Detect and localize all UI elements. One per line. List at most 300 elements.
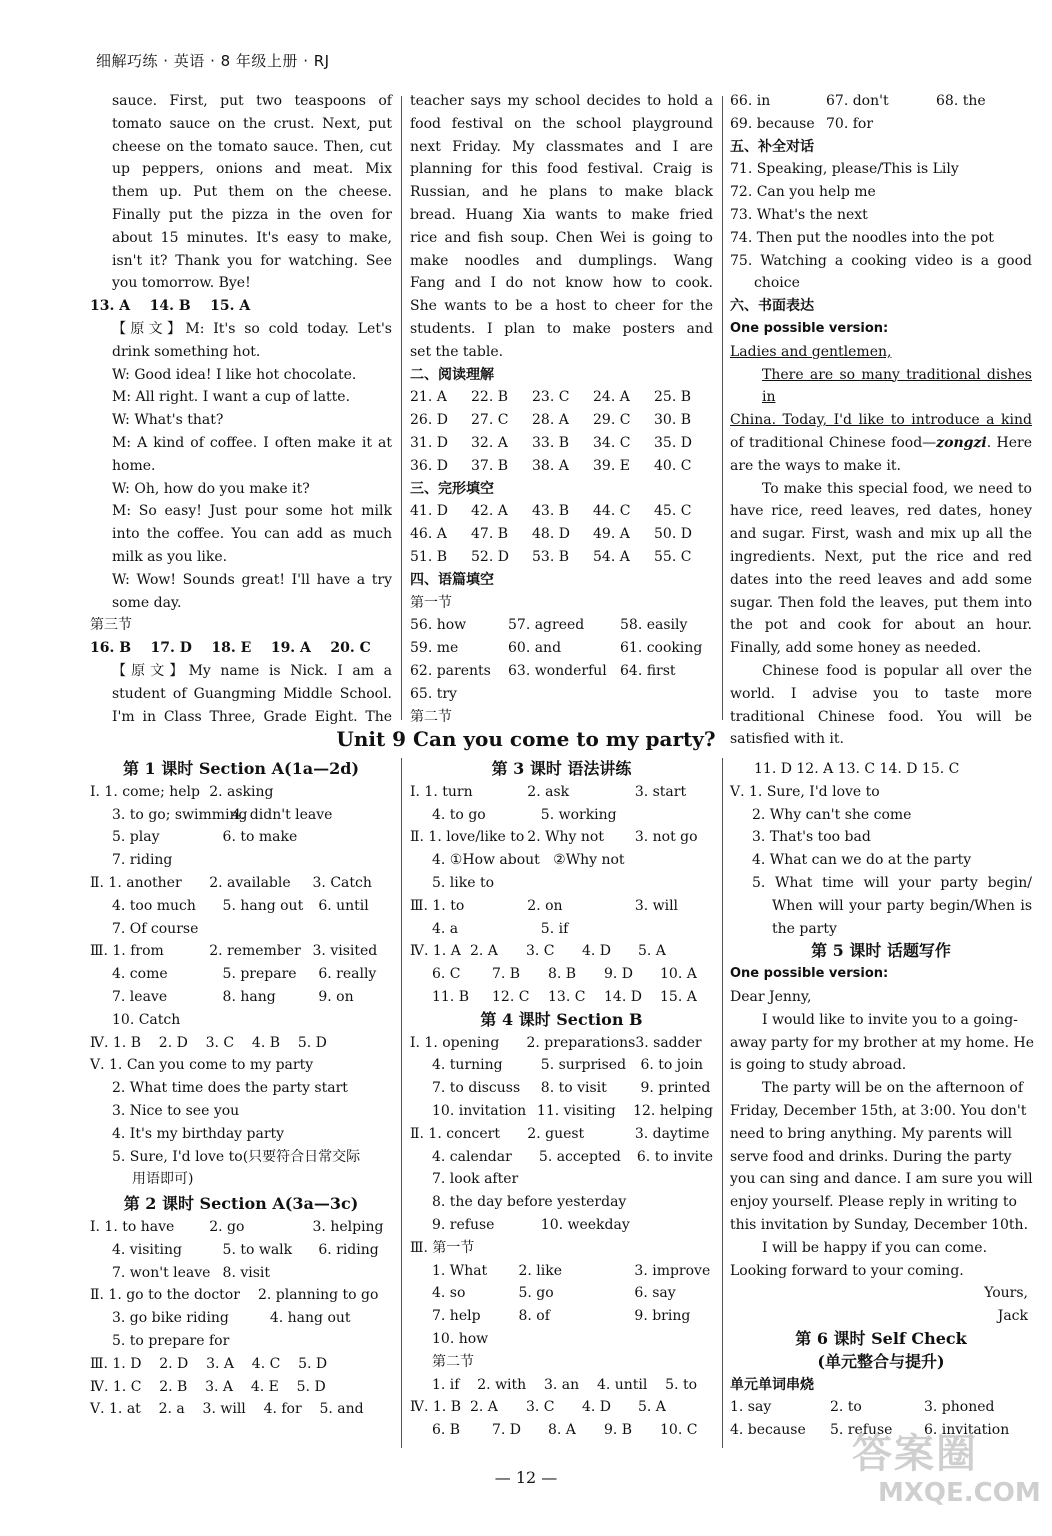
answer-row xyxy=(90,918,392,941)
text-line: and sugar. First, wash and mix up all the xyxy=(730,526,1032,543)
answer-cell: 2. like xyxy=(518,1262,562,1279)
answer-cell: 25. B xyxy=(654,389,692,406)
answer-row xyxy=(410,1123,713,1146)
text-line: need to bring anything. My parents will xyxy=(730,1125,1013,1142)
answer-cell: 8. to visit xyxy=(540,1080,607,1097)
essay-body xyxy=(730,364,1032,752)
text-line: the pot and cook for about an hour. xyxy=(730,617,1032,634)
text-line: sauce. First, put two teaspoons of xyxy=(112,93,392,109)
answer-cell: 30. B xyxy=(654,412,692,429)
text-line: Ⅴ. 1. Can you come to my party xyxy=(90,1057,314,1074)
answer-cell xyxy=(634,1328,713,1351)
answer-cell: 2. ask xyxy=(527,783,570,800)
text-line: Russian, and he plans to make black xyxy=(410,184,713,201)
answer-cell xyxy=(508,683,620,706)
text-line: 第三节 xyxy=(90,617,132,634)
text-line: this invitation by Sunday, December 10th. xyxy=(730,1216,1029,1233)
running-header: 细解巧练 · 英语 · 8 年级上册 · RJ xyxy=(96,52,330,70)
answer-cell: 2. Why not xyxy=(527,829,604,846)
answer-cell xyxy=(640,872,713,895)
answer-cell: 12. helping xyxy=(633,1102,713,1119)
text-line: Ⅴ. 1. Sure, I'd love to xyxy=(730,783,880,800)
answer-cell xyxy=(629,1191,671,1214)
answer-cell: 8. visit xyxy=(222,1264,271,1281)
answer-cell: 53. B xyxy=(532,548,570,565)
text-line: M: A kind of coffee. I often make it at xyxy=(112,434,392,451)
answer-cell xyxy=(318,918,392,941)
answer-cell: 42. A xyxy=(471,503,508,520)
text-line: Ⅳ. 1. C 2. B 3. A 4. E 5. D xyxy=(90,1378,326,1395)
text-line: some day. xyxy=(112,594,182,611)
answer-cell: 3. phoned xyxy=(924,1399,995,1416)
answer-cell: Ⅱ. 1. love/like to xyxy=(410,829,525,846)
text-line: W: Wow! Sounds great! I'll have a try xyxy=(112,571,392,588)
text-line: M: All right. I want a cup of latte. xyxy=(112,389,351,406)
answer-cell: 7. won't leave xyxy=(112,1264,211,1281)
answer-row xyxy=(90,781,392,804)
answer-cell: 8. A xyxy=(548,1422,576,1439)
answer-cell: 8. of xyxy=(518,1308,550,1325)
answer-row xyxy=(410,940,713,963)
text-line: sugar. Then fold the leaves, put them into xyxy=(730,594,1032,611)
answer-row xyxy=(90,1330,392,1353)
answer-cell: 5. prepare xyxy=(222,966,297,983)
text-line: drink something hot. xyxy=(112,343,261,360)
answer-cell: 2. go xyxy=(209,1218,245,1235)
answer-cell: 40. C xyxy=(654,457,692,474)
answer-cell: 48. D xyxy=(532,526,570,543)
lesson-1-answers xyxy=(90,781,392,1191)
answer-cell: 3. go bike riding xyxy=(112,1310,229,1327)
essay-salutation: Ladies and gentlemen, xyxy=(730,343,892,360)
top-middle-column xyxy=(410,90,713,728)
text-line: Finally put the pizza in the oven for xyxy=(112,206,392,223)
answer-cell: Ⅳ. 1. A xyxy=(410,943,461,960)
answer-cell: 8. the day before yesterday xyxy=(432,1194,627,1211)
answer-cell xyxy=(640,1214,713,1237)
answer-cell: 6. to make xyxy=(222,829,298,846)
letter-body xyxy=(730,1009,1035,1283)
text-line: Chinese food is popular all over the xyxy=(762,662,1032,679)
answer-cell: 36. D xyxy=(410,457,448,474)
answer-cell: 5. hang out xyxy=(222,897,304,914)
answer-cell: 4. come xyxy=(112,966,168,983)
text-line: up peppers, onions and meat. Mix xyxy=(112,161,392,178)
answer-cell xyxy=(223,1009,319,1032)
answer-cell: 8. B xyxy=(548,966,577,983)
answer-row xyxy=(410,849,713,872)
fill-section-title: 四、语篇填空 xyxy=(410,571,494,588)
answer-cell: 34. C xyxy=(593,434,631,451)
lesson-5-title: 第 5 课时 话题写作 xyxy=(811,941,951,961)
answer-cell: 7. riding xyxy=(112,852,173,869)
answer-row xyxy=(410,1032,713,1055)
answer-cell xyxy=(518,1328,634,1351)
text-line: student of Guangming Middle School. xyxy=(112,685,392,702)
text-line: 72. Can you help me xyxy=(730,184,876,201)
answer-cell: 4. didn't leave xyxy=(232,806,333,823)
reading-section-title: 二、阅读理解 xyxy=(410,366,494,383)
answer-cell: 3. C xyxy=(526,1399,555,1416)
answer-cell: 62. parents xyxy=(410,662,491,679)
answer-cell: 5. go xyxy=(518,1285,554,1302)
answer-row xyxy=(410,1328,713,1351)
lesson-2-title: 第 2 课时 Section A(3a—3c) xyxy=(123,1194,359,1214)
text-line: 用语即可) xyxy=(132,1171,194,1188)
vocab-section-title: 单元单词串烧 xyxy=(730,1376,814,1393)
text-line: 【原文】My name is Nick. I am a xyxy=(112,662,392,679)
answer-cell: 22. B xyxy=(471,389,509,406)
answer-cell: 4. hang out xyxy=(269,1310,351,1327)
answer-cell: 6. until xyxy=(318,897,369,914)
answer-row xyxy=(410,804,713,827)
answer-cell xyxy=(620,683,710,706)
answer-cell: 5. play xyxy=(112,829,160,846)
answer-cell: 4. so xyxy=(432,1285,466,1302)
answer-cell: 5. to prepare for xyxy=(112,1332,230,1349)
text-line: satisfied with it. xyxy=(730,731,844,748)
answer-cell: 54. A xyxy=(593,548,630,565)
answer-cell: 2. A xyxy=(470,1399,498,1416)
answer-cell: 41. D xyxy=(410,503,448,520)
column-divider xyxy=(722,96,723,720)
answer-row xyxy=(90,1239,392,1262)
fill-answers xyxy=(410,614,713,705)
answer-cell: 5. surprised xyxy=(540,1057,627,1074)
answer-row xyxy=(410,1396,713,1419)
answer-cell: 59. me xyxy=(410,640,459,657)
text-line: enjoy yourself. Please reply in writing to xyxy=(730,1194,1017,1211)
answer-cell: 3. start xyxy=(634,783,687,800)
text-line: away party for my brother at my home. He xyxy=(730,1034,1035,1051)
listening-transcript-continued xyxy=(410,90,713,364)
answer-cell: 4. D xyxy=(582,943,612,960)
text-line: ingredients. Next, put the rice and red xyxy=(730,548,1032,565)
text-line: 2. What time does the party start xyxy=(112,1080,348,1097)
lesson-3-answers xyxy=(410,781,713,1009)
answer-row xyxy=(410,1305,713,1328)
answer-cell: 2. available xyxy=(209,874,291,891)
answer-cell xyxy=(318,1262,392,1285)
text-line: 73. What's the next xyxy=(730,206,868,223)
answer-cell: 5. A xyxy=(638,1399,666,1416)
answer-cell: 15. A xyxy=(660,988,697,1005)
watermark-url: MXQE.COM xyxy=(878,1478,1041,1508)
answer-row xyxy=(730,1396,1032,1419)
text-line: 74. Then put the noodles into the pot xyxy=(730,229,994,246)
answer-row xyxy=(90,849,392,872)
answer-cell: 50. D xyxy=(654,526,692,543)
cloze-section-title: 三、完形填空 xyxy=(410,480,494,497)
answer-row xyxy=(90,940,392,963)
answer-cell: 4. turning xyxy=(432,1057,503,1074)
answer-cell xyxy=(223,918,319,941)
answer-row xyxy=(730,113,1032,136)
watermark-logo xyxy=(852,1422,1042,1522)
text-line: rice and fish soup. Chen Wei is going to xyxy=(410,229,713,246)
answer-cell xyxy=(541,1168,641,1191)
reading-answers xyxy=(410,386,713,477)
answer-cell xyxy=(332,804,392,827)
answer-cell: 60. and xyxy=(508,640,562,657)
answer-cell: 7. B xyxy=(492,966,521,983)
text-line: set the table. xyxy=(410,343,504,360)
text-line: the party xyxy=(772,920,837,937)
answer-cell: 4. visiting xyxy=(112,1241,182,1258)
answer-cell: 49. A xyxy=(593,526,630,543)
answer-row xyxy=(410,963,713,986)
answer-cell: 9. refuse xyxy=(432,1216,495,1233)
text-line: W: Good idea! I like hot chocolate. xyxy=(112,366,357,383)
text-line: I will be happy if you can come. xyxy=(762,1239,988,1256)
answer-cell: Ⅰ. 1. turn xyxy=(410,783,473,800)
answer-cell: 31. D xyxy=(410,434,448,451)
answer-cell: 7. to discuss xyxy=(432,1080,521,1097)
answer-cell: 3. will xyxy=(634,897,679,914)
answer-cell: 6. really xyxy=(318,966,377,983)
answer-row xyxy=(90,1009,392,1032)
text-line: W: What's that? xyxy=(112,412,224,429)
answer-row xyxy=(410,386,713,409)
text-line: Ⅴ. 1. at 2. a 3. will 4. for 5. and xyxy=(90,1401,364,1418)
answer-row xyxy=(410,1191,713,1214)
text-line: bread. Huang Xia wants to make fried xyxy=(410,206,713,223)
text-line: students. I plan to make posters and xyxy=(410,320,713,337)
answer-cell: 8. hang xyxy=(222,988,276,1005)
answer-cell: Ⅲ. 1. to xyxy=(410,897,465,914)
fill-subsection-2: 第二节 xyxy=(410,708,452,725)
answer-cell: 6. to invite xyxy=(636,1148,713,1165)
unit-title: Unit 9 Can you come to my party? xyxy=(336,727,716,751)
lesson-4-continued-answers: 11. D 12. A 13. C 14. D 15. C xyxy=(754,761,960,777)
text-line: 第二节 xyxy=(432,1353,474,1370)
answer-cell: 6. C xyxy=(432,966,461,983)
answer-row xyxy=(410,683,713,706)
top-right-column xyxy=(730,90,1032,751)
answer-cell: 46. A xyxy=(410,526,447,543)
lesson-3-title: 第 3 课时 语法讲练 xyxy=(491,759,632,778)
text-line: are the ways to make it. xyxy=(730,457,901,474)
lesson-1-title: 第 1 课时 Section A(1a—2d) xyxy=(122,759,360,778)
answer-cell xyxy=(318,1009,392,1032)
text-line: 5. What time will your party begin/ xyxy=(752,874,1032,891)
answer-cell xyxy=(223,849,319,872)
dialog-answer-continued: choice xyxy=(754,275,800,292)
answer-cell xyxy=(640,1168,713,1191)
answer-row xyxy=(410,523,713,546)
answer-row xyxy=(410,409,713,432)
answer-row xyxy=(410,455,713,478)
answer-cell: Ⅰ. 1. come; help xyxy=(90,783,200,800)
answer-cell: 24. A xyxy=(593,389,630,406)
answer-cell xyxy=(671,1191,713,1214)
answer-cell: 32. A xyxy=(471,434,508,451)
text-line: of traditional Chinese food—zongzi. Here xyxy=(730,434,1032,451)
answer-cell xyxy=(936,113,1026,136)
answer-cell: 2. guest xyxy=(527,1125,585,1142)
answer-cell xyxy=(541,872,641,895)
answer-cell: 52. D xyxy=(471,548,509,565)
answer-row xyxy=(410,432,713,455)
text-line: Fang and I do not know how to cook. xyxy=(410,275,713,292)
answer-cell: 57. agreed xyxy=(508,617,585,634)
text-line: Looking forward to your coming. xyxy=(730,1262,964,1279)
text-line: Ⅲ. 1. D 2. D 3. A 4. C 5. D xyxy=(90,1355,328,1372)
fill-subsection-1: 第一节 xyxy=(410,594,452,611)
letter-signature: Jack xyxy=(997,1308,1028,1325)
answer-row xyxy=(90,804,392,827)
text-line: next Friday. My classmates and I are xyxy=(410,138,713,155)
answer-cell: 5. working xyxy=(540,806,617,823)
column-divider xyxy=(401,758,402,1448)
text-line: 16. B 17. D 18. E 19. A 20. C xyxy=(90,640,371,657)
text-line: world. I advise you to taste more xyxy=(730,685,1032,702)
answer-row xyxy=(90,963,392,986)
text-line: To make this special food, we need to xyxy=(762,480,1032,497)
answer-cell: Ⅱ. 1. another xyxy=(90,874,182,891)
text-line: 71. Speaking, please/This is Lily xyxy=(730,161,959,178)
answer-cell: 56. how xyxy=(410,617,467,634)
answer-row xyxy=(410,1077,713,1100)
answer-row xyxy=(410,1260,713,1283)
answer-cell: 2. on xyxy=(527,897,563,914)
text-line: Finally, add some honey as needed. xyxy=(730,640,982,657)
answer-cell: 2. preparations xyxy=(526,1034,636,1051)
text-line: cheese on the tomato sauce. Then, cut xyxy=(112,138,392,155)
text-line: home. xyxy=(112,457,156,474)
answer-cell: 6. to join xyxy=(640,1057,704,1074)
text-line: serve food and drinks. During the party xyxy=(730,1148,1012,1165)
lesson-4-answers xyxy=(410,1032,713,1442)
answer-cell: Ⅱ. 1. go to the doctor xyxy=(90,1287,240,1304)
answer-cell: 4. to go xyxy=(432,806,486,823)
text-line: is going to study abroad. xyxy=(730,1057,907,1074)
page-number: — 12 — xyxy=(494,1468,558,1487)
answer-cell: 68. the xyxy=(936,93,986,109)
answer-row xyxy=(410,1214,713,1237)
answer-cell: 10. A xyxy=(660,966,697,983)
answer-cell: 10. invitation xyxy=(432,1102,527,1119)
answer-cell: 10. C xyxy=(660,1422,698,1439)
answer-cell: 4. ①How about ②Why not xyxy=(432,852,625,869)
answer-cell: 7. help xyxy=(432,1308,481,1325)
text-line: teacher says my school decides to hold a xyxy=(410,93,713,109)
text-line: M: So easy! Just pour some hot milk xyxy=(112,503,392,520)
lesson-4-section-v xyxy=(730,781,1032,941)
text-line: you tomorrow. Bye! xyxy=(112,275,251,292)
text-line: Ⅳ. 1. B 2. D 3. C 4. B 5. D xyxy=(90,1034,327,1051)
answer-row xyxy=(410,895,713,918)
answer-cell xyxy=(318,826,392,849)
answer-row xyxy=(90,895,392,918)
answer-cell xyxy=(270,1330,392,1353)
text-line: 13. A 14. B 15. A xyxy=(90,298,251,315)
column-divider xyxy=(722,758,723,1448)
answer-cell: 10. how xyxy=(432,1330,489,1347)
answer-cell: 51. B xyxy=(410,548,448,565)
text-line: tomato sauce on the crust. Next, put xyxy=(112,115,392,132)
answer-cell: 45. C xyxy=(654,503,692,520)
text-line: planning for this food festival. Craig is xyxy=(410,161,713,178)
text-line: 4. It's my birthday party xyxy=(112,1125,285,1142)
top-left-column xyxy=(90,90,392,728)
bottom-left-column xyxy=(90,758,392,1421)
text-line: you can sing and dance. I am sure you will xyxy=(730,1171,1033,1188)
answer-cell: 7. look after xyxy=(432,1171,519,1188)
answer-cell: 43. B xyxy=(532,503,570,520)
text-line: 1. if 2. with 3. an 4. until 5. to xyxy=(432,1376,698,1393)
answer-cell: 55. C xyxy=(654,548,692,565)
answer-cell: 9. on xyxy=(318,988,354,1005)
answer-cell: Ⅰ. 1. opening xyxy=(410,1034,500,1051)
answer-cell xyxy=(671,849,713,872)
answer-cell: 5. if xyxy=(540,920,569,937)
answer-cell: 58. easily xyxy=(620,617,688,634)
answer-cell: 70. for xyxy=(826,115,874,132)
text-line: There are so many traditional dishes in xyxy=(762,366,1032,406)
answer-cell: Ⅱ. 1. concert xyxy=(410,1125,500,1142)
text-line: make noodles and dumplings. Wang xyxy=(410,252,713,269)
text-line: isn't it? Thank you for watching. See xyxy=(112,252,392,269)
text-line: She wants to be a host to cheer for the xyxy=(410,298,713,315)
answer-row xyxy=(730,90,1032,113)
answer-row xyxy=(410,614,713,637)
text-line: them up. Put them on the cheese. xyxy=(112,184,392,201)
answer-cell xyxy=(629,849,671,872)
answer-cell: 9. B xyxy=(604,1422,633,1439)
text-line: Ⅲ. 第一节 xyxy=(410,1239,475,1256)
answer-cell: 44. C xyxy=(593,503,631,520)
fill-answers-continued xyxy=(730,90,1032,136)
answer-cell: 26. D xyxy=(410,412,448,429)
answer-cell: 11. B xyxy=(432,988,470,1005)
answer-cell: 4. calendar xyxy=(432,1148,512,1165)
answer-cell xyxy=(313,781,392,804)
answer-cell: 10. Catch xyxy=(112,1011,181,1028)
answer-row xyxy=(410,1054,713,1077)
letter-salutation: Dear Jenny, xyxy=(730,988,812,1005)
text-line: traditional Chinese food. You will be xyxy=(730,708,1032,725)
answer-cell: 23. C xyxy=(532,389,570,406)
emphasized-word: zongzi xyxy=(936,434,987,451)
text-line: Friday, December 15th, at 3:00. You don't xyxy=(730,1102,1027,1119)
text-line: food festival on the school playground xyxy=(410,115,713,132)
writing-section-title: 六、书面表达 xyxy=(730,298,814,315)
lesson-4-title: 第 4 课时 Section B xyxy=(480,1009,643,1029)
bottom-right-column xyxy=(730,758,1035,1442)
answer-cell: 4. too much xyxy=(112,897,196,914)
answer-row xyxy=(410,546,713,569)
answer-cell: 7. Of course xyxy=(112,920,199,937)
answer-cell: 3. visited xyxy=(312,943,378,960)
watermark-text: 答案圈 xyxy=(852,1431,978,1477)
answer-cell: 1. say xyxy=(730,1399,772,1416)
answer-cell: 13. C xyxy=(548,988,586,1005)
answer-cell: 6. riding xyxy=(318,1241,379,1258)
answer-cell: 3. daytime xyxy=(634,1125,710,1142)
answer-cell: 1. What xyxy=(432,1262,488,1279)
text-line: I'm in Class Three, Grade Eight. The xyxy=(112,708,392,725)
letter-closing: Yours, xyxy=(984,1285,1028,1302)
cloze-answers xyxy=(410,500,713,568)
answer-cell: 7. D xyxy=(492,1422,522,1439)
answer-cell: 21. A xyxy=(410,389,447,406)
text-line: 3. Nice to see you xyxy=(112,1102,240,1119)
answer-row xyxy=(90,1262,392,1285)
answer-cell: 63. wonderful xyxy=(508,662,607,679)
text-line: I would like to invite you to a going- xyxy=(762,1011,1018,1028)
answer-row xyxy=(410,986,713,1009)
